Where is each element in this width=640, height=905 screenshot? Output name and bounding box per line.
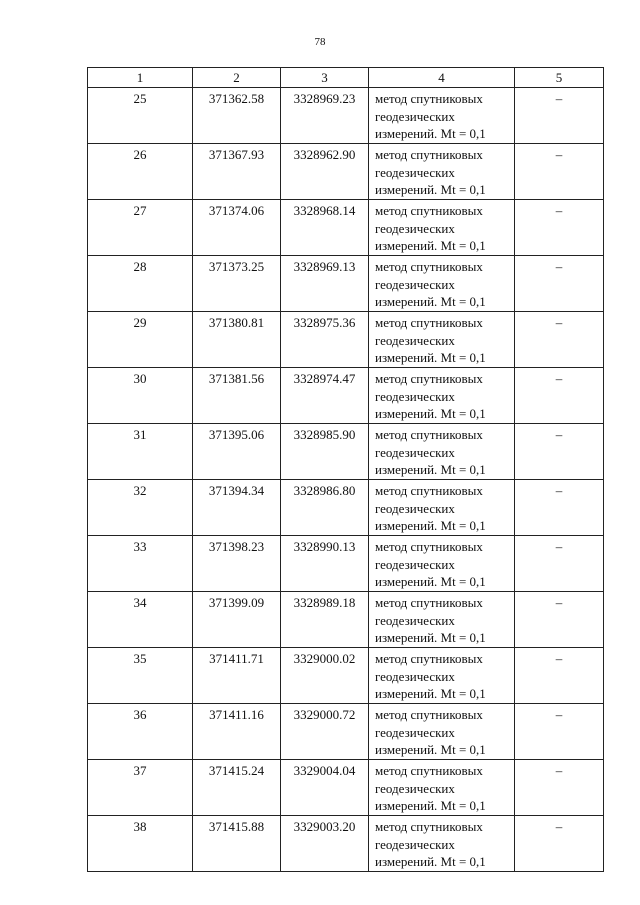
table-row xyxy=(88,312,604,368)
x-coordinate-cell: 371411.16 xyxy=(193,704,281,760)
column-header-5: 5 xyxy=(515,68,604,88)
method-cell: метод спутниковых геодезических измерений. Mt = 0,1 xyxy=(369,368,515,424)
x-coordinate-cell: 371367.93 xyxy=(193,144,281,200)
point-number-cell: 38 xyxy=(88,816,193,872)
point-number-cell: 35 xyxy=(88,648,193,704)
x-coordinate-cell: 371398.23 xyxy=(193,536,281,592)
method-cell: метод спутниковых геодезических измерений. Mt = 0,1 xyxy=(369,816,515,872)
point-number-cell: 26 xyxy=(88,144,193,200)
note-cell: – xyxy=(515,592,604,648)
note-cell: – xyxy=(515,480,604,536)
point-number-cell: 34 xyxy=(88,592,193,648)
x-coordinate-cell: 371381.56 xyxy=(193,368,281,424)
x-coordinate-cell: 371362.58 xyxy=(193,88,281,144)
x-coordinate-cell: 371415.24 xyxy=(193,760,281,816)
point-number-cell: 30 xyxy=(88,368,193,424)
note-cell: – xyxy=(515,200,604,256)
point-number-cell: 33 xyxy=(88,536,193,592)
column-header-2: 2 xyxy=(193,68,281,88)
column-header-3: 3 xyxy=(281,68,369,88)
method-cell: метод спутниковых геодезических измерений. Mt = 0,1 xyxy=(369,200,515,256)
note-cell: – xyxy=(515,312,604,368)
point-number-cell: 37 xyxy=(88,760,193,816)
note-cell: – xyxy=(515,648,604,704)
x-coordinate-cell: 371394.34 xyxy=(193,480,281,536)
method-cell: метод спутниковых геодезических измерений. Mt = 0,1 xyxy=(369,536,515,592)
y-coordinate-cell: 3328986.80 xyxy=(281,480,369,536)
y-coordinate-cell: 3328962.90 xyxy=(281,144,369,200)
method-cell: метод спутниковых геодезических измерений. Mt = 0,1 xyxy=(369,424,515,480)
method-cell: метод спутниковых геодезических измерений. Mt = 0,1 xyxy=(369,312,515,368)
note-cell: – xyxy=(515,760,604,816)
y-coordinate-cell: 3329004.04 xyxy=(281,760,369,816)
column-header-4: 4 xyxy=(369,68,515,88)
x-coordinate-cell: 371415.88 xyxy=(193,816,281,872)
x-coordinate-cell: 371374.06 xyxy=(193,200,281,256)
x-coordinate-cell: 371373.25 xyxy=(193,256,281,312)
note-cell: – xyxy=(515,368,604,424)
x-coordinate-cell: 371399.09 xyxy=(193,592,281,648)
point-number-cell: 32 xyxy=(88,480,193,536)
method-cell: метод спутниковых геодезических измерений. Mt = 0,1 xyxy=(369,648,515,704)
table-header-row xyxy=(88,68,604,88)
y-coordinate-cell: 3328969.13 xyxy=(281,256,369,312)
note-cell: – xyxy=(515,424,604,480)
table-body xyxy=(88,88,604,872)
table-row xyxy=(88,368,604,424)
table-row xyxy=(88,704,604,760)
point-number-cell: 29 xyxy=(88,312,193,368)
method-cell: метод спутниковых геодезических измерений. Mt = 0,1 xyxy=(369,760,515,816)
y-coordinate-cell: 3328985.90 xyxy=(281,424,369,480)
x-coordinate-cell: 371395.06 xyxy=(193,424,281,480)
column-header-1: 1 xyxy=(88,68,193,88)
table-row xyxy=(88,760,604,816)
note-cell: – xyxy=(515,88,604,144)
method-cell: метод спутниковых геодезических измерений. Mt = 0,1 xyxy=(369,88,515,144)
x-coordinate-cell: 371380.81 xyxy=(193,312,281,368)
y-coordinate-cell: 3329000.72 xyxy=(281,704,369,760)
y-coordinate-cell: 3328968.14 xyxy=(281,200,369,256)
table-row xyxy=(88,424,604,480)
point-number-cell: 28 xyxy=(88,256,193,312)
y-coordinate-cell: 3329003.20 xyxy=(281,816,369,872)
table-row xyxy=(88,256,604,312)
method-cell: метод спутниковых геодезических измерений. Mt = 0,1 xyxy=(369,592,515,648)
note-cell: – xyxy=(515,816,604,872)
y-coordinate-cell: 3328989.18 xyxy=(281,592,369,648)
table-row xyxy=(88,480,604,536)
point-number-cell: 25 xyxy=(88,88,193,144)
note-cell: – xyxy=(515,536,604,592)
table-row xyxy=(88,144,604,200)
method-cell: метод спутниковых геодезических измерений. Mt = 0,1 xyxy=(369,480,515,536)
y-coordinate-cell: 3328975.36 xyxy=(281,312,369,368)
note-cell: – xyxy=(515,256,604,312)
point-number-cell: 31 xyxy=(88,424,193,480)
coordinates-table xyxy=(87,67,604,872)
y-coordinate-cell: 3328990.13 xyxy=(281,536,369,592)
method-cell: метод спутниковых геодезических измерений. Mt = 0,1 xyxy=(369,144,515,200)
x-coordinate-cell: 371411.71 xyxy=(193,648,281,704)
table-row xyxy=(88,592,604,648)
y-coordinate-cell: 3328969.23 xyxy=(281,88,369,144)
table-row xyxy=(88,648,604,704)
note-cell: – xyxy=(515,704,604,760)
point-number-cell: 36 xyxy=(88,704,193,760)
method-cell: метод спутниковых геодезических измерений. Mt = 0,1 xyxy=(369,704,515,760)
table-row xyxy=(88,88,604,144)
method-cell: метод спутниковых геодезических измерений. Mt = 0,1 xyxy=(369,256,515,312)
point-number-cell: 27 xyxy=(88,200,193,256)
note-cell: – xyxy=(515,144,604,200)
table-row xyxy=(88,536,604,592)
table-row xyxy=(88,200,604,256)
table-row xyxy=(88,816,604,872)
y-coordinate-cell: 3328974.47 xyxy=(281,368,369,424)
page-number: 78 xyxy=(314,36,326,48)
y-coordinate-cell: 3329000.02 xyxy=(281,648,369,704)
